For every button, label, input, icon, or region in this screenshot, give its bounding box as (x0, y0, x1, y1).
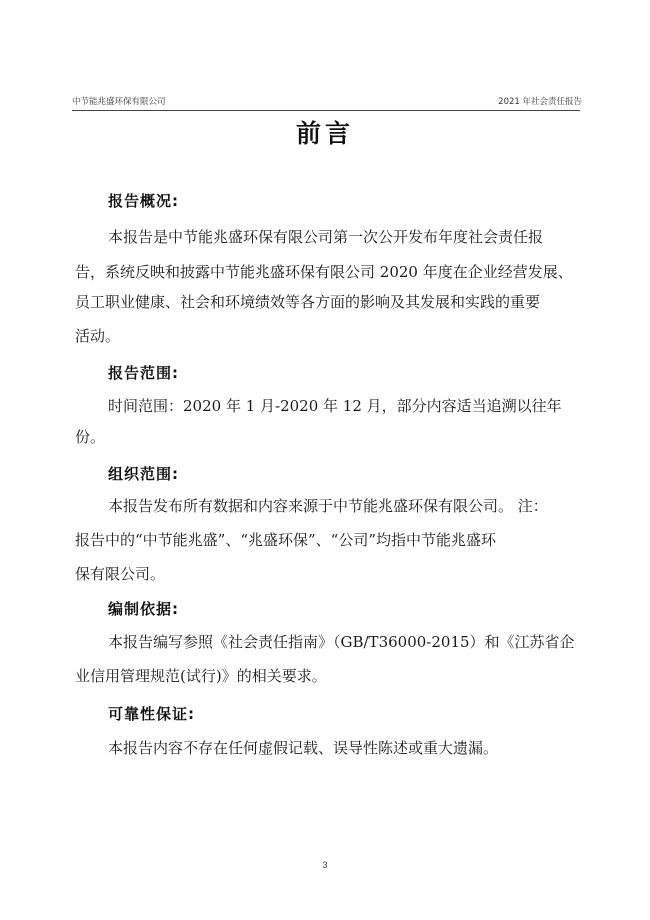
header-report-name: 2021 年社会责任报告 (498, 97, 582, 107)
organization-heading: 组织范围: (108, 465, 179, 483)
basis-line-1: 本报告编写参照《社会责任指南》（GB/T36000-2015）和《江苏省企 (108, 633, 575, 651)
page-number: 3 (322, 860, 328, 870)
overview-line-4: 活动。 (75, 327, 121, 345)
overview-heading: 报告概况: (108, 192, 179, 210)
overview-line-2: 告，系统反映和披露中节能兆盛环保有限公司 2020 年度在企业经营发展、 (75, 263, 573, 281)
organization-line-1: 本报告发布所有数据和内容来源于中节能兆盛环保有限公司。 注： (108, 497, 548, 515)
header-company: 中节能兆盛环保有限公司 (72, 97, 166, 107)
reliability-line-1: 本报告内容不存在任何虚假记载、误导性陈述或重大遗漏。 (108, 739, 499, 757)
header-rule (72, 110, 580, 111)
organization-line-3: 保有限公司。 (75, 565, 166, 583)
page-header (72, 95, 582, 107)
basis-line-2: 业信用管理规范(试行)》的相关要求。 (75, 667, 327, 685)
overview-line-3: 员工职业健康、社会和环境绩效等各方面的影响及其发展和实践的重要 (75, 293, 541, 311)
scope-line-2: 份。 (75, 428, 106, 446)
page-title: 前言 (295, 119, 354, 148)
overview-line-1: 本报告是中节能兆盛环保有限公司第一次公开发布年度社会责任报 (108, 228, 544, 246)
reliability-heading: 可靠性保证: (108, 705, 195, 723)
scope-heading: 报告范围: (108, 364, 179, 382)
scope-line-1: 时间范围：2020 年 1 月-2020 年 12 月，部分内容适当追溯以往年 (108, 397, 562, 415)
basis-heading: 编制依据: (108, 600, 179, 618)
organization-line-2: 报告中的“中节能兆盛”、“兆盛环保”、“公司”均指中节能兆盛环 (75, 531, 497, 549)
